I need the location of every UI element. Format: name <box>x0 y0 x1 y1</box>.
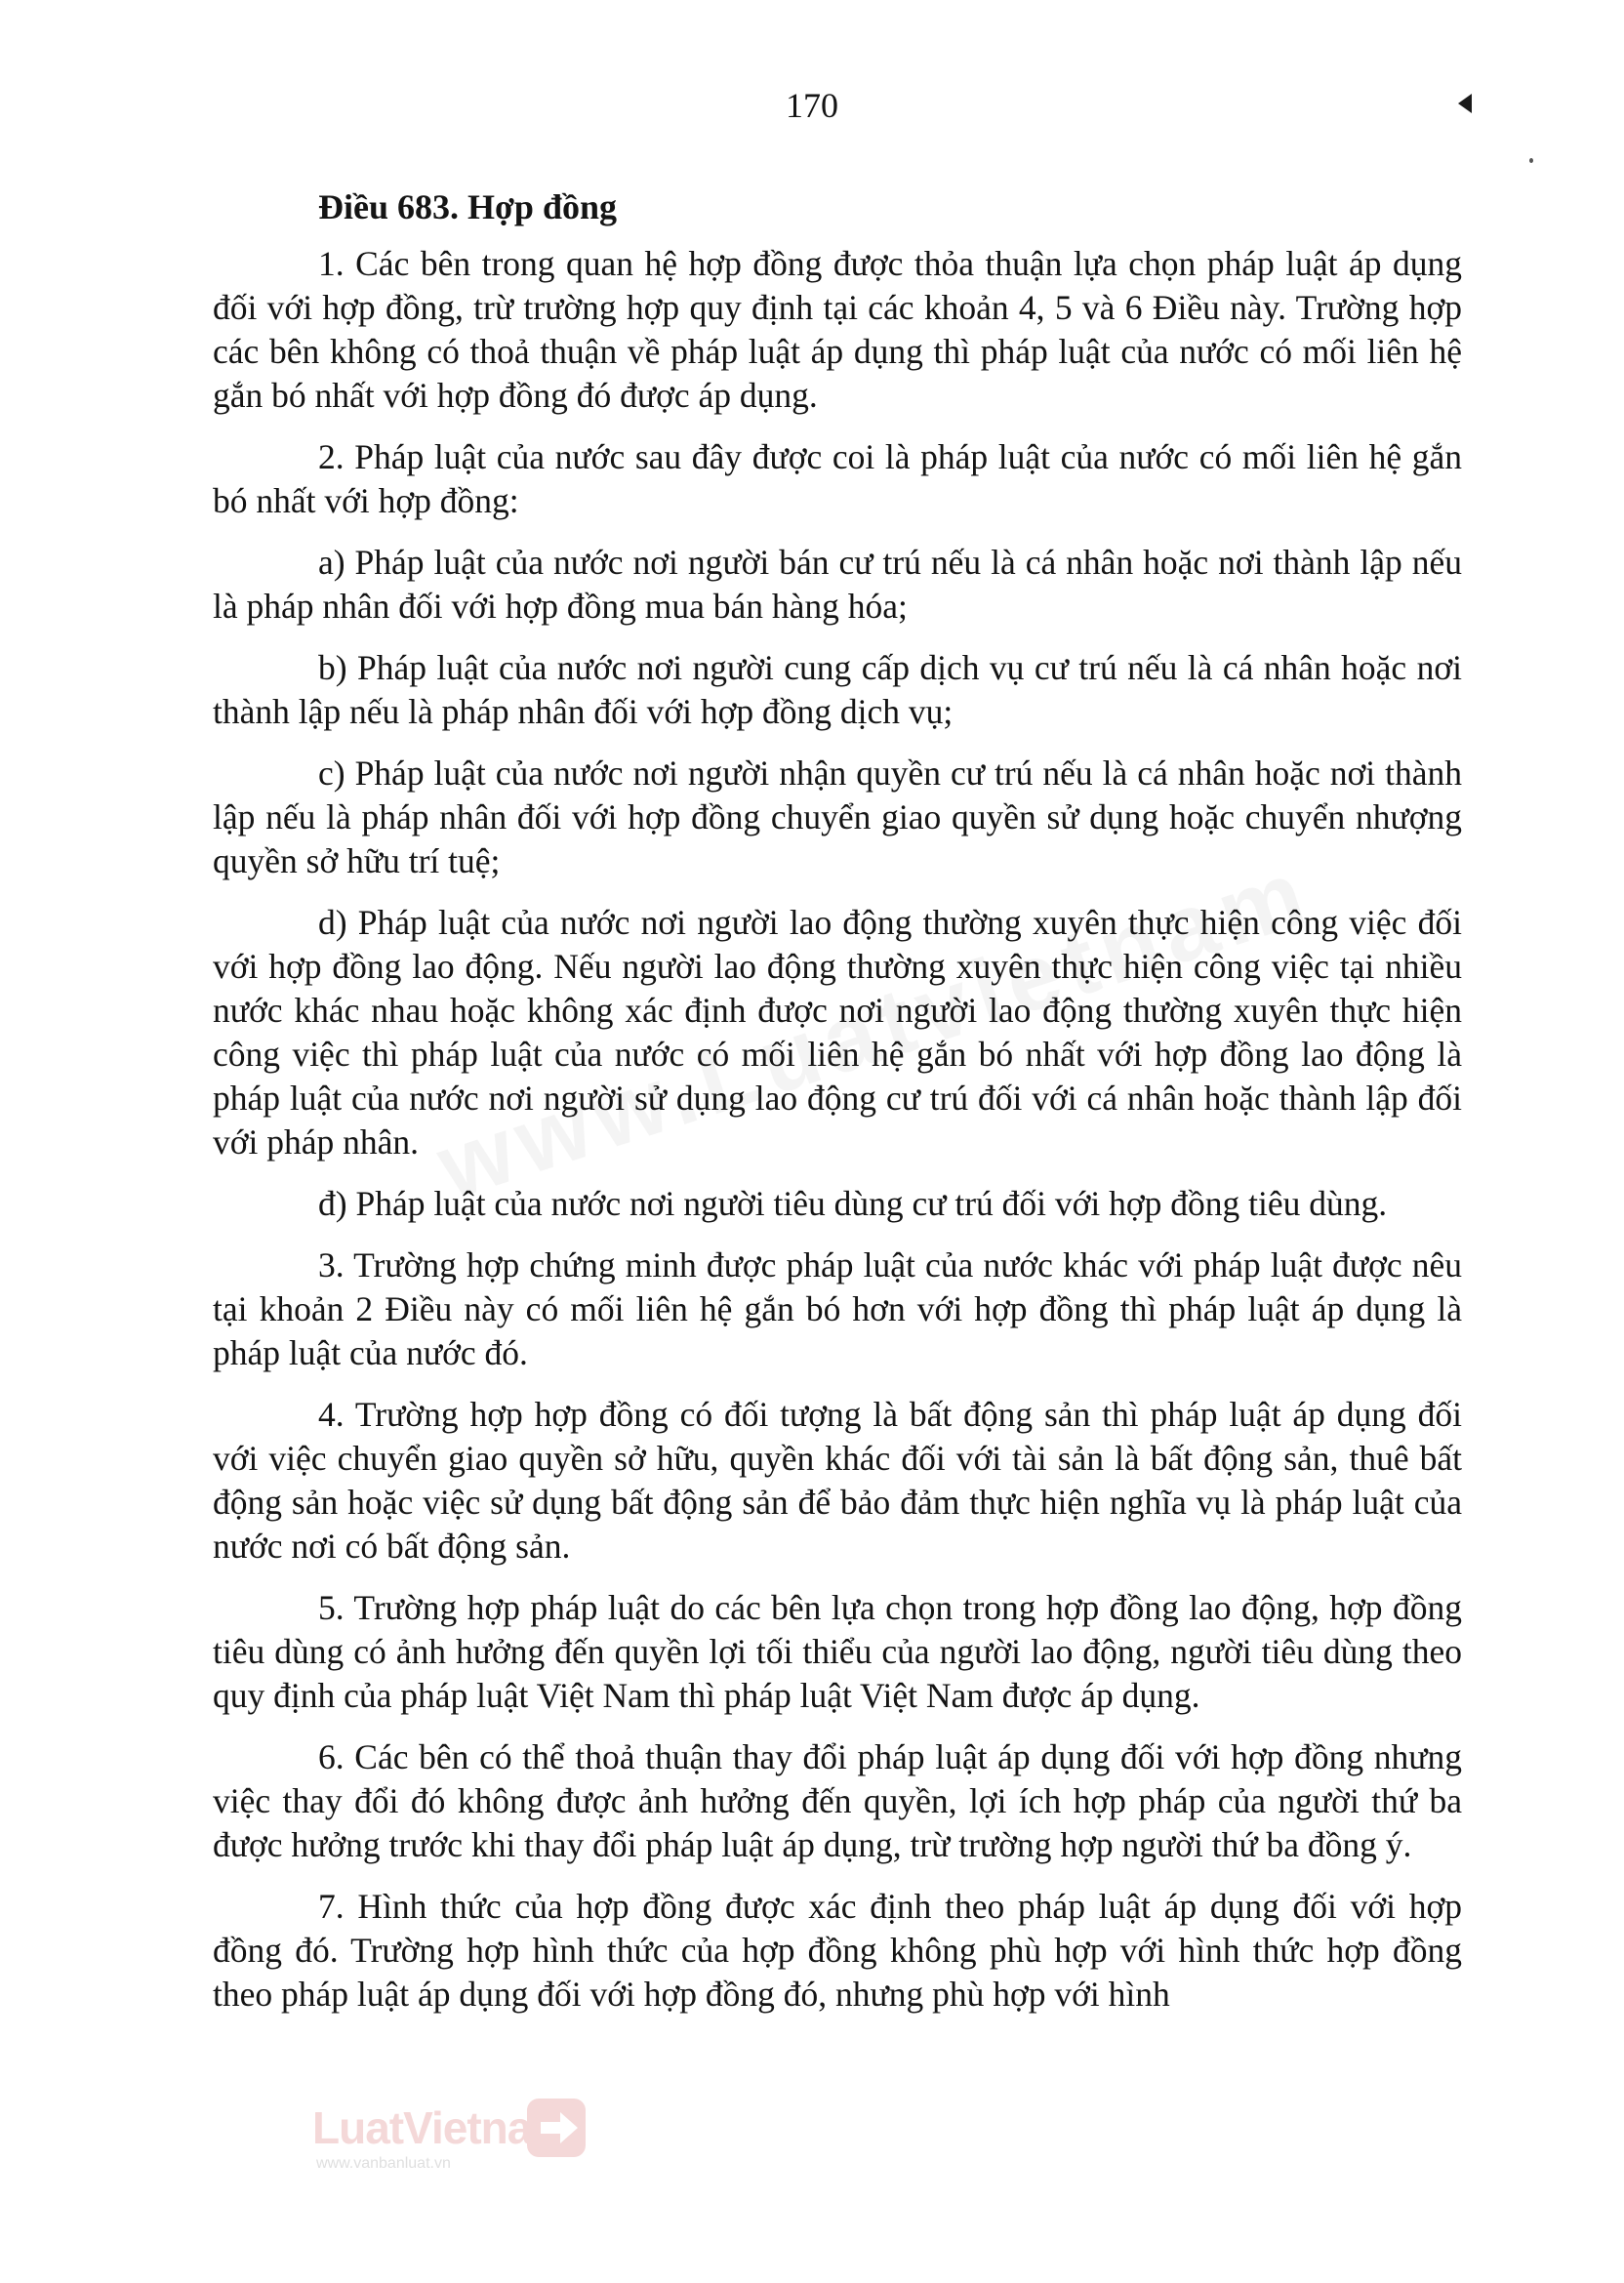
paragraph-clause-6: 6. Các bên có thể thoả thuận thay đổi pháp luật áp dụng đối với hợp đồng nhưng việc thay đổi đó không được ảnh hưởng đến quyền, lợi ích hợp pháp của người thứ ba được hưởng trước khi thay đổi pháp luật áp dụng, trừ trường hợp người thứ ba đồng ý. <box>213 1737 1462 1864</box>
paragraph-clause-4: 4. Trường hợp hợp đồng có đối tượng là bất động sản thì pháp luật áp dụng đối với việc chuyển giao quyền sở hữu, quyền khác đối với tài sản là bất động sản, thuê bất động sản hoặc việc sử dụng bất động sản để bảo đảm thực hiện nghĩa vụ là pháp luật của nước nơi có bất động sản. <box>213 1395 1462 1566</box>
arrow-icon <box>525 2095 595 2165</box>
page-number: 170 <box>786 86 838 125</box>
paragraph-clause-1: 1. Các bên trong quan hệ hợp đồng được thỏa thuận lựa chọn pháp luật áp dụng đối với hợp đồng, trừ trường hợp quy định tại các khoản 4, 5 và 6 Điều này. Trường hợp các bên không có thoả thuận về pháp luật áp dụng thì pháp luật của nước có mối liên hệ gắn bó nhất với hợp đồng đó được áp dụng. <box>213 244 1462 415</box>
luatvietnam-logo <box>312 2095 605 2192</box>
article-body <box>213 185 1462 2017</box>
paragraph-clause-2: 2. Pháp luật của nước sau đây được coi là pháp luật của nước có mối liên hệ gắn bó nhất với hợp đồng: <box>213 437 1462 520</box>
logo-url: www.vanbanluat.vn <box>316 2155 451 2172</box>
article-heading: Điều 683. Hợp đồng <box>318 187 617 226</box>
scan-speck <box>1529 158 1533 163</box>
paragraph-point-d: d) Pháp luật của nước nơi người lao động thường xuyên thực hiện công việc đối với hợp đồng lao động. Nếu người lao động thường xuyên thực hiện công việc tại nhiều nước khác nhau hoặc không xác định được nơi người lao động thường xuyên thực hiện công việc thì pháp luật của nước có mối liên hệ gắn bó nhất với hợp đồng lao động là pháp luật của nước nơi người sử dụng lao động cư trú đối với cá nhân hoặc thành lập đối với pháp nhân. <box>213 903 1462 1162</box>
corner-mark-icon <box>1458 94 1472 113</box>
paragraph-point-b: b) Pháp luật của nước nơi người cung cấp dịch vụ cư trú nếu là cá nhân hoặc nơi thành lập nếu là pháp nhân đối với hợp đồng dịch vụ; <box>213 648 1462 731</box>
paragraph-clause-5: 5. Trường hợp pháp luật do các bên lựa chọn trong hợp đồng lao động, hợp đồng tiêu dùng có ảnh hưởng đến quyền lợi tối thiểu của người lao động, người tiêu dùng theo quy định của pháp luật Việt Nam thì pháp luật Việt Nam được áp dụng. <box>213 1588 1462 1715</box>
paragraph-clause-7: 7. Hình thức của hợp đồng được xác định theo pháp luật áp dụng đối với hợp đồng đó. Trường hợp hình thức của hợp đồng không phù hợp với hình thức hợp đồng theo pháp luật áp dụng đối với hợp đồng đó, nhưng phù hợp với hình <box>213 1887 1462 2014</box>
logo-wordmark: LuatVietnam <box>312 2102 571 2153</box>
paragraph-point-c: c) Pháp luật của nước nơi người nhận quyền cư trú nếu là cá nhân hoặc nơi thành lập nếu là pháp nhân đối với hợp đồng chuyển giao quyền sử dụng hoặc chuyển nhượng quyền sở hữu trí tuệ; <box>213 754 1462 880</box>
paragraph-point-a: a) Pháp luật của nước nơi người bán cư trú nếu là cá nhân hoặc nơi thành lập nếu là pháp nhân đối với hợp đồng mua bán hàng hóa; <box>213 543 1462 626</box>
paragraph-point-dd: đ) Pháp luật của nước nơi người tiêu dùng cư trú đối với hợp đồng tiêu dùng. <box>318 1184 1388 1223</box>
paragraph-clause-3: 3. Trường hợp chứng minh được pháp luật của nước khác với pháp luật được nêu tại khoản 2 Điều này có mối liên hệ gắn bó hơn với hợp đồng thì pháp luật áp dụng là pháp luật của nước đó. <box>213 1245 1462 1372</box>
